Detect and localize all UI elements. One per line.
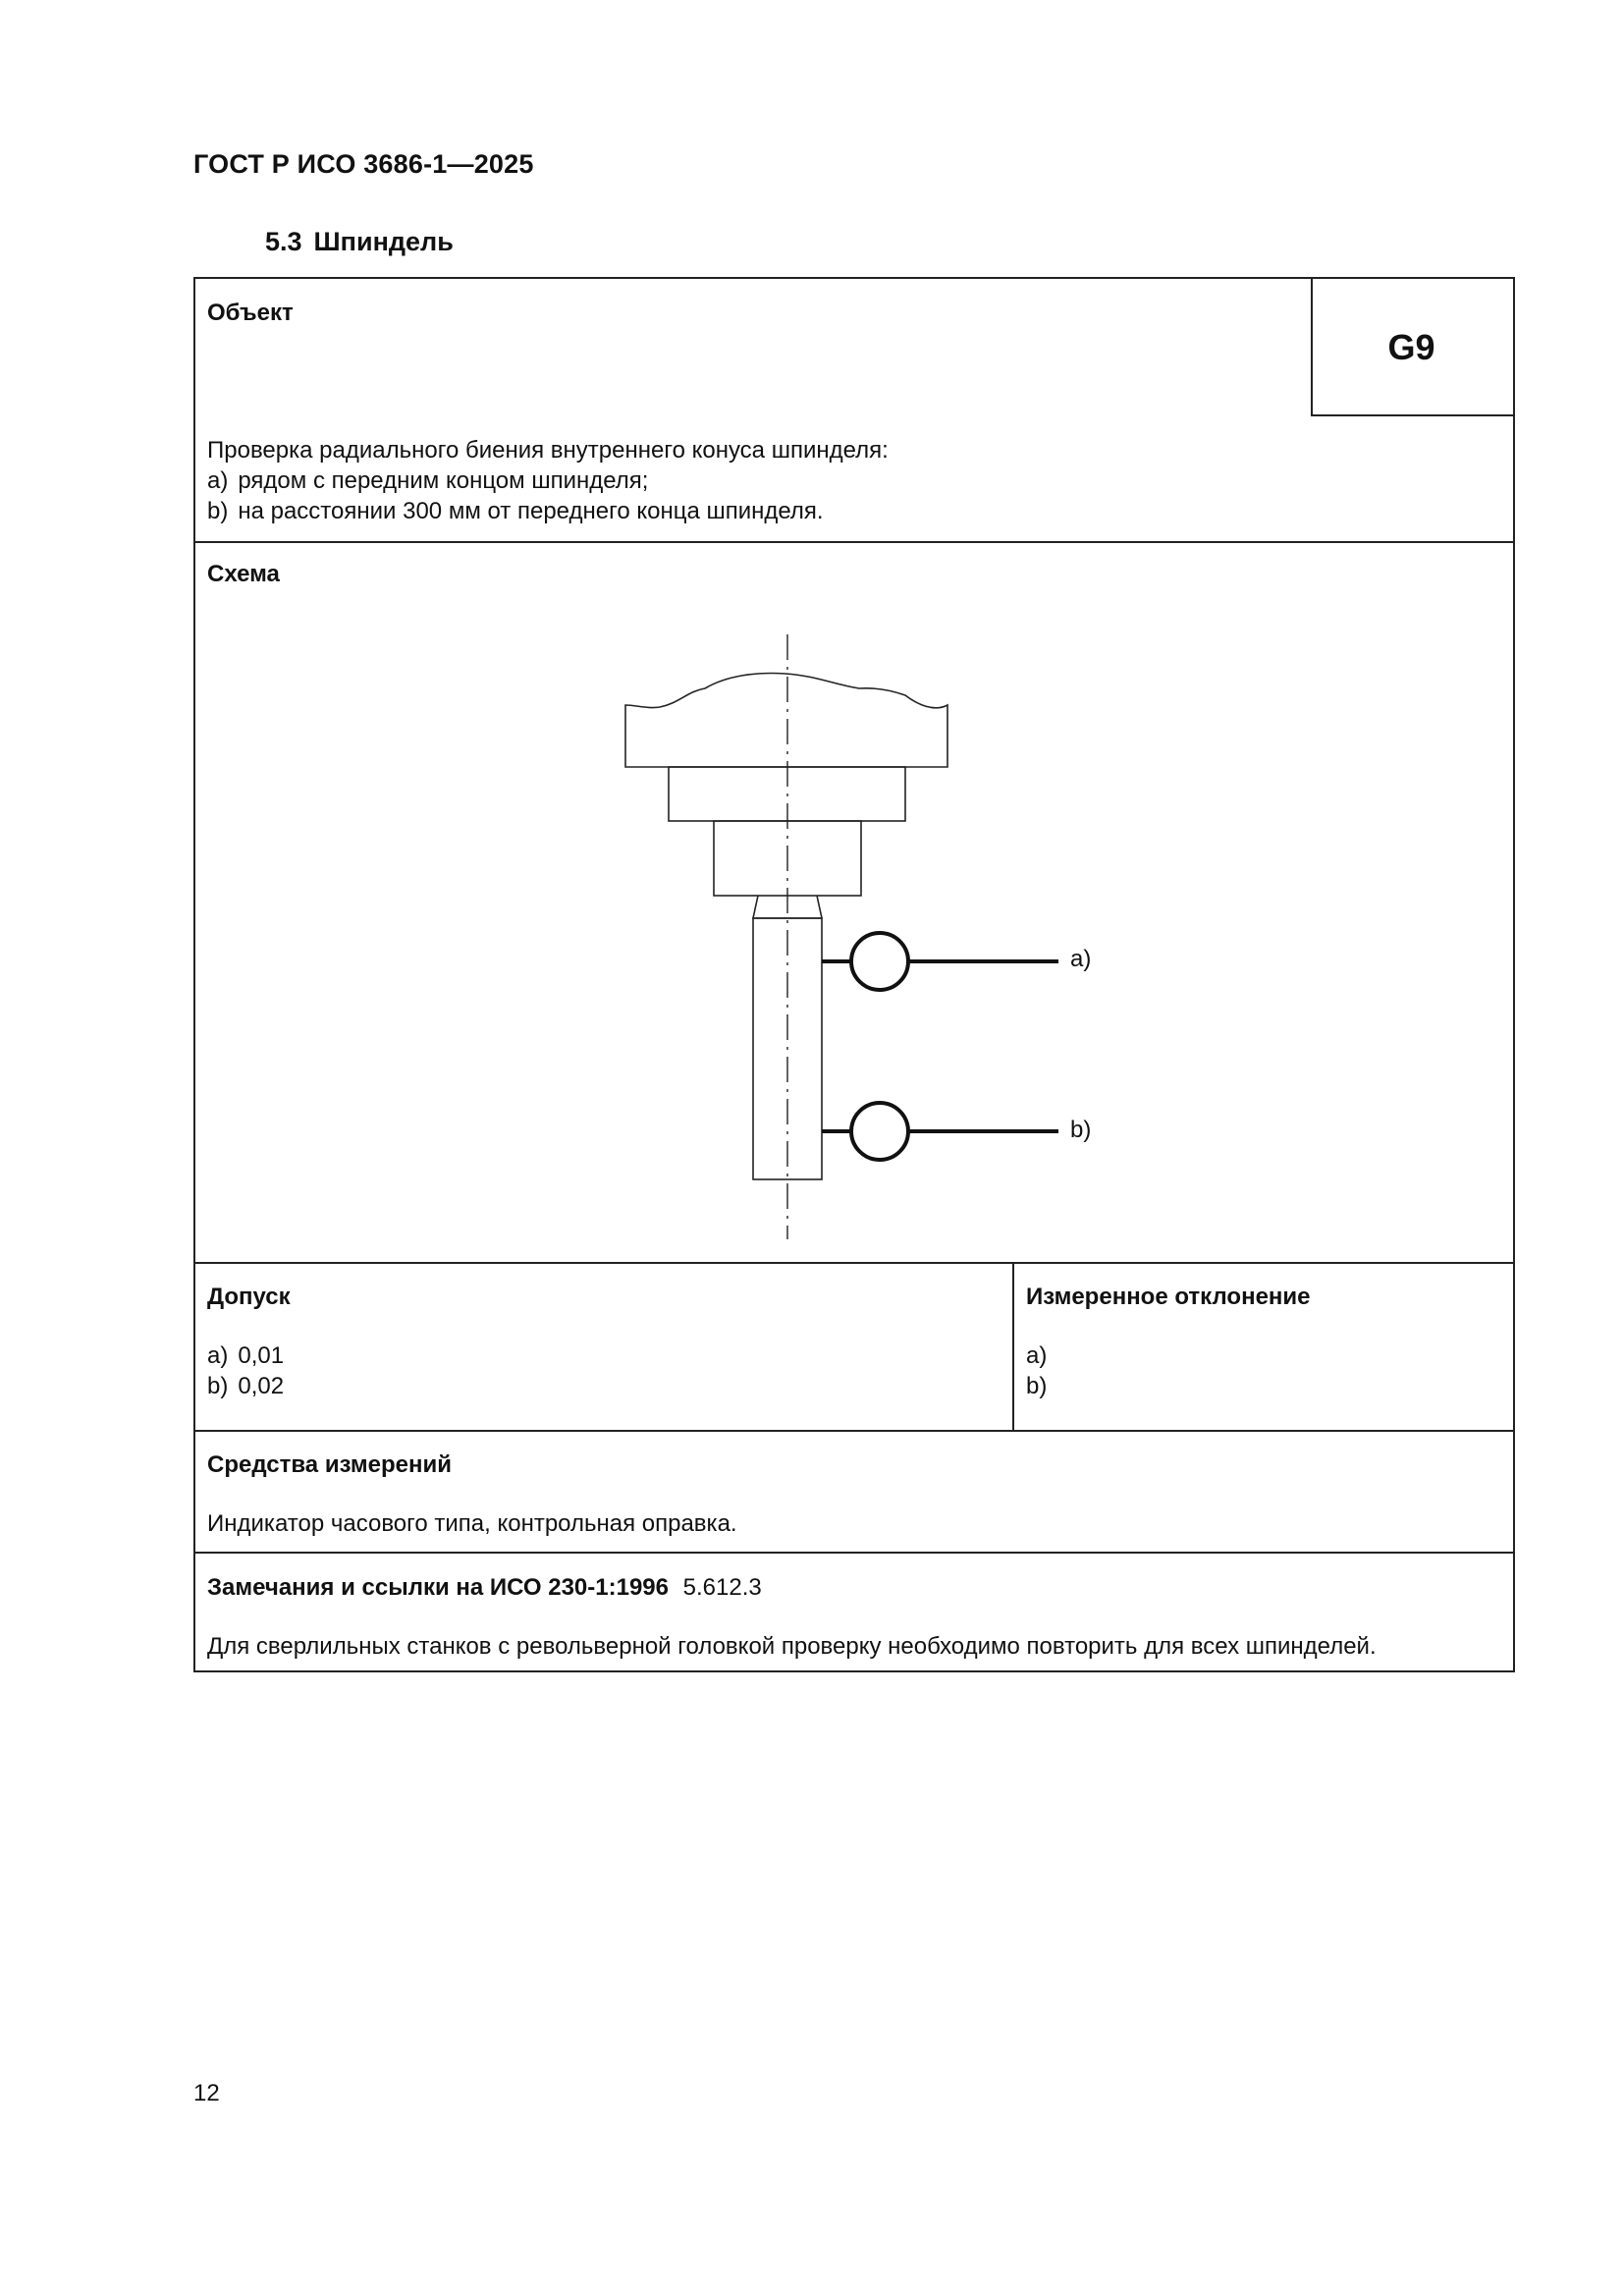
tolerance-item-a-marker: a) <box>207 1342 229 1369</box>
tolerance-item-a-value: 0,01 <box>238 1342 285 1369</box>
tolerance-item-b <box>207 1371 284 1401</box>
tolerance-values <box>207 1340 284 1401</box>
remarks-heading <box>207 1574 762 1602</box>
object-item-a-text: рядом с передним концом шпинделя; <box>238 467 649 494</box>
object-item-a-marker: a) <box>207 467 229 494</box>
section-number: 5.3 <box>265 227 302 256</box>
document-id: ГОСТ Р ИСО 3686-1—2025 <box>193 149 534 179</box>
tolerance-item-a <box>207 1340 284 1371</box>
measured-label: Измеренное отклонение <box>1026 1284 1311 1310</box>
measured-values <box>1026 1340 1056 1401</box>
measured-item-b-marker: b) <box>1026 1373 1048 1399</box>
schema-label: Схема <box>207 561 280 587</box>
tolerance-item-b-marker: b) <box>207 1373 229 1399</box>
object-item-b-text: на расстоянии 300 мм от переднего конца шпинделя. <box>238 498 824 524</box>
schema-point-b-label: b) <box>1070 1117 1092 1143</box>
schema-point-a-label: a) <box>1070 946 1092 972</box>
measured-item-b <box>1026 1371 1056 1401</box>
object-item-b-marker: b) <box>207 498 229 524</box>
remarks-text: Для сверлильных станков с револьверной головкой проверку необходимо повторить для всех шпинделей. <box>207 1633 1377 1660</box>
measured-item-a <box>1026 1340 1056 1371</box>
tolerance-item-b-value: 0,02 <box>238 1373 285 1399</box>
dial-indicator-b <box>851 1103 908 1160</box>
measured-item-a-marker: a) <box>1026 1342 1048 1369</box>
test-code: G9 <box>1387 326 1435 367</box>
dial-indicator-a <box>851 933 908 990</box>
remarks-label: Замечания и ссылки на ИСО 230-1:1996 <box>207 1574 669 1601</box>
instruments-label: Средства измерений <box>207 1451 453 1478</box>
page-number: 12 <box>193 2080 220 2106</box>
tolerance-label: Допуск <box>207 1284 291 1310</box>
spindle-head <box>625 674 947 767</box>
remarks-reference: 5.612.3 <box>682 1574 762 1601</box>
section-title: Шпиндель <box>313 227 454 256</box>
object-label: Объект <box>207 300 294 326</box>
object-description-text: Проверка радиального биения внутреннего конуса шпинделя: <box>207 437 889 464</box>
instruments-text: Индикатор часового типа, контрольная оправка. <box>207 1510 737 1537</box>
